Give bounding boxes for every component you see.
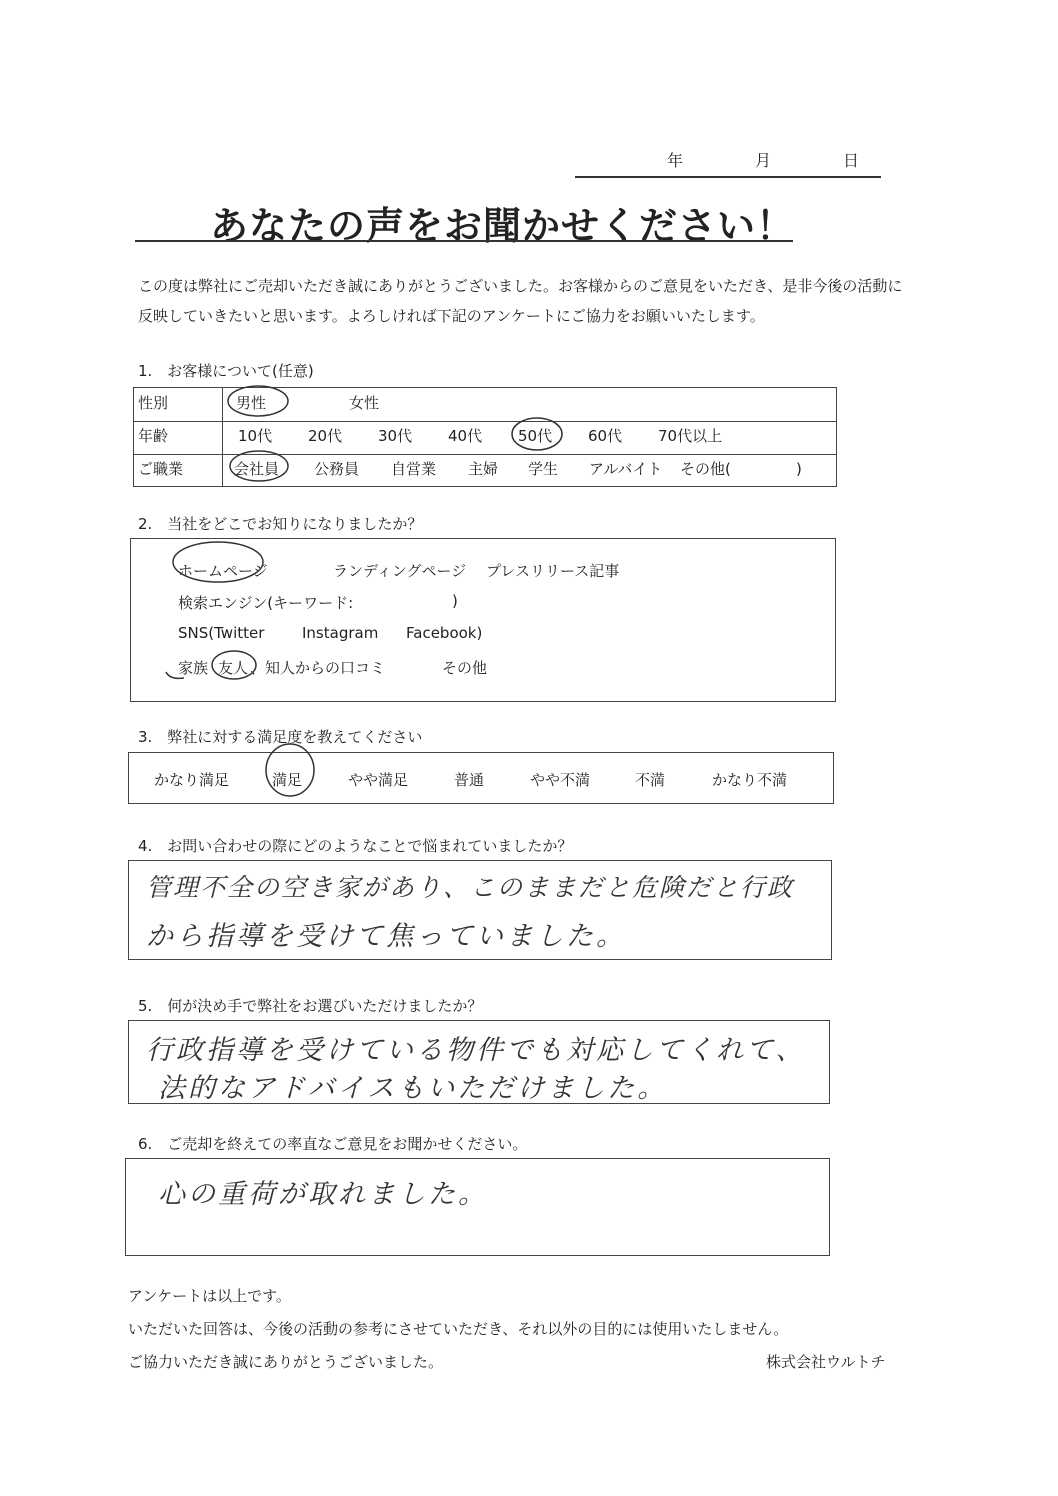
source-sns[interactable]: SNS(Twitter [178,624,265,642]
intro-line-2: 反映していきたいと思います。よろしければ下記のアンケートにご協力をお願いいたします。 [138,307,765,325]
satisfaction-neutral[interactable]: 普通 [454,771,485,789]
q2-heading: 2. 当社をどこでお知りになりましたか？ [138,515,423,533]
job-label: ご職業 [134,454,223,487]
q1-heading: 1. お客様について(任意) [138,362,314,380]
age-option-10s[interactable]: 10代 [238,427,273,445]
circle-company-employee [230,451,288,481]
q6-answer-line-1: 心の重荷が取れました。 [158,1179,488,1210]
q5-answer-line-1: 行政指導を受けている物件でも対応してくれて、 [146,1035,806,1066]
source-homepage[interactable]: ホームページ [178,562,268,580]
source-family[interactable]: 家族 [178,659,209,677]
date-year-label: 年 [667,151,684,170]
circle-satisfied [266,744,314,796]
circle-male [228,386,288,416]
gender-label: 性別 [134,388,223,421]
source-press[interactable]: プレスリリース記事 [486,562,620,580]
q4-heading: 4. お問い合わせの際にどのようなことで悩まれていましたか？ [138,837,573,855]
job-option-public[interactable]: 公務員 [314,460,360,478]
gender-option-female[interactable]: 女性 [349,394,380,412]
age-option-70plus[interactable]: 70代以上 [658,427,723,445]
q3-heading: 3. 弊社に対する満足度を教えてください [138,728,423,746]
age-option-30s[interactable]: 30代 [378,427,413,445]
q4-answer-line-2: から指導を受けて焦っていました。 [146,921,626,952]
job-option-housewife[interactable]: 主婦 [468,460,499,478]
intro-line-1: この度は弊社にご売却いただき誠にありがとうございました。お客様からのご意見をいただき、是非今後の活動に [138,277,903,295]
source-landing[interactable]: ランディングページ [333,562,467,580]
footer-line-3: ご協力いただき誠にありがとうございました。 [128,1353,444,1371]
footer-line-1: アンケートは以上です。 [128,1287,291,1305]
stray-mark [166,672,184,678]
circle-homepage [173,542,263,582]
source-search-close: ) [452,592,458,610]
q6-heading: 6. ご売却を終えての率直なご意見をお聞かせください。 [138,1135,528,1153]
source-other[interactable]: その他 [442,659,488,677]
source-friend[interactable]: 友人 [218,659,249,677]
job-option-self[interactable]: 自営業 [391,460,437,478]
source-instagram[interactable]: Instagram [302,624,379,642]
satisfaction-somewhat-dissatisfied[interactable]: やや不満 [530,771,591,789]
age-option-60s[interactable]: 60代 [588,427,623,445]
age-option-50s[interactable]: 50代 [518,427,553,445]
q4-answer-line-1: 管理不全の空き家があり、このままだと危険だと行政 [146,873,795,902]
satisfaction-very-dissatisfied[interactable]: かなり不満 [712,771,788,789]
age-option-40s[interactable]: 40代 [448,427,483,445]
gender-option-male[interactable]: 男性 [236,394,267,412]
satisfaction-satisfied[interactable]: 満足 [272,771,303,789]
circle-friend [212,651,256,679]
age-option-20s[interactable]: 20代 [308,427,343,445]
page-title: あなたの声をお聞かせください！ [210,204,796,248]
job-option-other[interactable]: その他( [680,460,731,478]
date-month-label: 月 [755,151,772,170]
circle-50s [512,418,562,450]
job-option-other-close: ) [796,460,802,478]
satisfaction-very-satisfied[interactable]: かなり満足 [154,771,230,789]
footer-line-2: いただいた回答は、今後の活動の参考にさせていただき、それ以外の目的には使用いたしません。 [128,1320,789,1338]
company-name: 株式会社ウルトチ [766,1353,886,1371]
q5-answer-line-2: 法的なアドバイスもいただけました。 [158,1073,668,1104]
q5-heading: 5. 何が決め手で弊社をお選びいただけましたか？ [138,997,483,1015]
source-facebook[interactable]: Facebook) [406,624,483,642]
job-option-parttime[interactable]: アルバイト [589,460,663,478]
job-option-student[interactable]: 学生 [528,460,559,478]
source-search[interactable]: 検索エンジン(キーワード: [178,594,354,612]
date-day-label: 日 [843,151,860,170]
source-acquaintance[interactable]: 、知人からの口コミ [250,659,386,677]
age-label: 年齢 [134,421,223,454]
satisfaction-somewhat-satisfied[interactable]: やや満足 [348,771,409,789]
satisfaction-dissatisfied[interactable]: 不満 [635,771,666,789]
job-option-company[interactable]: 会社員 [234,460,280,478]
